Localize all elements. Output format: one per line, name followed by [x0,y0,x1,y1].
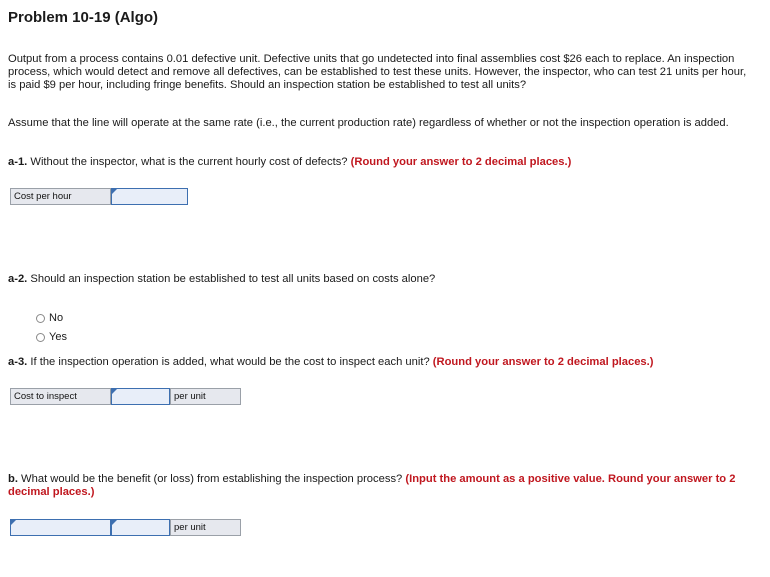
cost-per-hour-input[interactable] [112,192,195,207]
question-a3 [8,356,753,369]
cost-to-inspect-input-cell[interactable] [111,388,170,405]
question-a3-number: a-3. [8,356,28,368]
question-a2-text: Should an inspection station be established to test all units based on costs alone? [27,273,436,285]
question-b-text: What would be the benefit (or loss) from establishing the inspection process? [17,473,406,485]
cost-to-inspect-input[interactable] [112,392,177,407]
cost-to-inspect-label: Cost to inspect [10,388,111,405]
question-b-hint: (Input the amount as a positive value. Round your answer to 2 decimal places.) [8,473,736,498]
question-a3-text: If the inspection operation is added, what would be the cost to inspect each unit? [27,356,433,368]
input-marker-icon [112,189,117,194]
radio-label-yes: Yes [49,331,67,343]
radio-button-yes[interactable] [36,333,45,342]
assumption-text: Assume that the line will operate at the same rate (i.e., the current production rate) regardless of whether or not the inspection operation is added. [8,117,729,129]
benefit-or-loss-select-cell[interactable] [10,519,111,536]
benefit-amount-input[interactable] [112,523,177,538]
benefit-amount-input-cell[interactable] [111,519,170,536]
input-marker-icon [11,520,16,525]
cost-to-inspect-unit: per unit [170,388,241,405]
question-a2 [8,273,753,286]
question-b-number: b. [8,473,18,485]
cost-per-hour-label: Cost per hour [10,188,111,205]
question-a1 [8,156,753,169]
input-marker-icon [112,389,117,394]
question-a1-text: Without the inspector, what is the current hourly cost of defects? [27,156,351,168]
cost-per-hour-input-cell[interactable] [111,188,188,205]
benefit-or-loss-select[interactable] [11,523,118,538]
radio-button-no[interactable] [36,314,45,323]
problem-title: Problem 10-19 (Algo) [8,9,159,26]
question-a2-number: a-2. [8,273,28,285]
question-a1-hint: (Round your answer to 2 decimal places.) [350,156,572,168]
question-b [8,473,753,499]
input-marker-icon [112,520,117,525]
question-a1-number: a-1. [8,156,28,168]
benefit-unit: per unit [170,519,241,536]
radio-label-no: No [49,312,64,324]
radio-option-no[interactable] [36,312,63,324]
problem-intro: Output from a process contains 0.01 defective unit. Defective units that go undetected into final assemblies cost $26 each to replace. An inspection process, which would detect and remove all defectives, can be established to test these units. However, the inspector, who can test 21 units per hour, is paid $9 per hour, including fringe benefits. Should an inspection station be established to test all units? [8,53,747,91]
question-a3-hint: (Round your answer to 2 decimal places.) [432,356,654,368]
radio-option-yes[interactable] [36,331,67,343]
